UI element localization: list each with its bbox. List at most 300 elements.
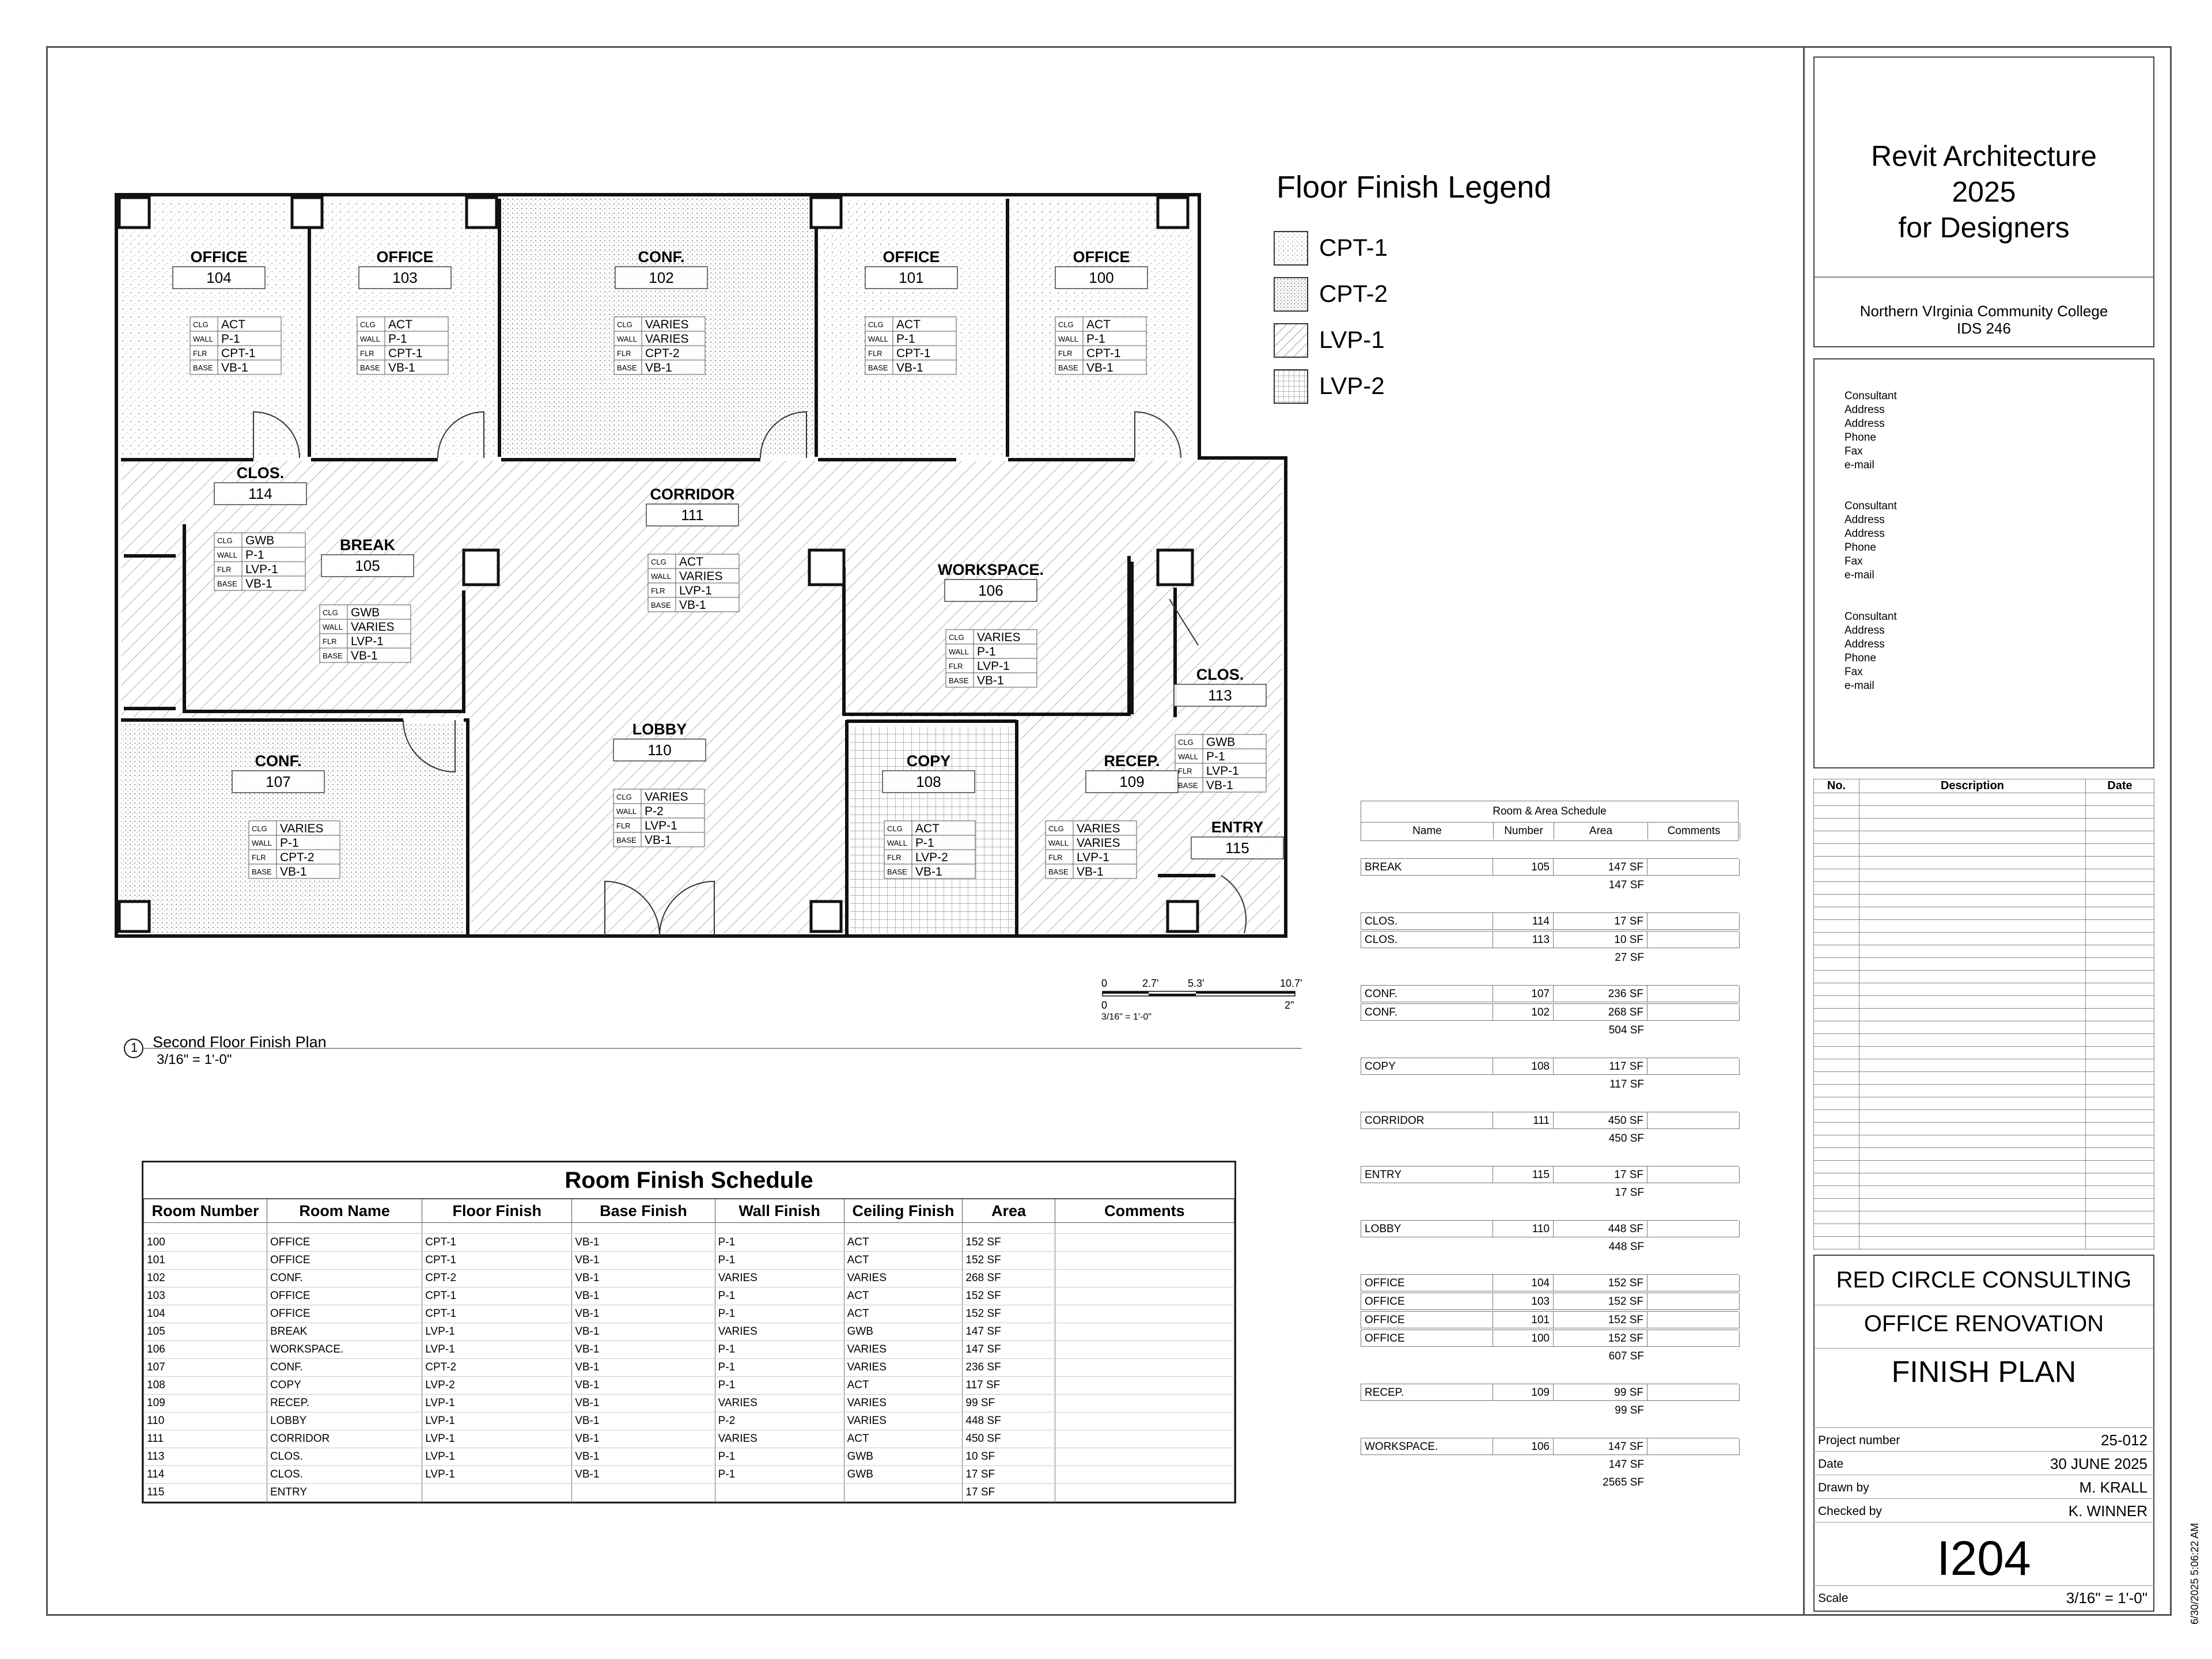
legend-label-cpt1: CPT-1 [1319, 234, 1388, 261]
revision-cell [2086, 1009, 2154, 1021]
area-cell: 115 [1493, 1166, 1554, 1183]
finish-tag-label: WALL [616, 807, 637, 816]
area-cell: 99 SF [1615, 1404, 1644, 1416]
room-number: 103 [392, 269, 418, 286]
area-group-spacer [1361, 1094, 1738, 1112]
finish-tag-label: BASE [616, 836, 637, 844]
finish-tag-value: LVP-1 [1206, 764, 1239, 778]
area-cell: 147 SF [1608, 1459, 1644, 1471]
revision-row [1814, 1161, 2154, 1173]
view-scale: 3/16" = 1'-0" [157, 1052, 232, 1067]
schedule-cell: P-1 [715, 1466, 844, 1484]
area-cell: BREAK [1361, 859, 1493, 876]
finish-tag-value: LVP-1 [977, 660, 1010, 673]
revision-row [1814, 1009, 2154, 1021]
area-cell [1647, 986, 1740, 1002]
schedule-cell: 111 [144, 1430, 267, 1448]
schedule-cell: VB-1 [572, 1395, 715, 1412]
area-cell: 2565 SF [1603, 1476, 1644, 1488]
area-row [1361, 1220, 1738, 1238]
finish-tag-value: CPT-1 [388, 347, 423, 360]
area-cell: ENTRY [1361, 1166, 1493, 1183]
room-name: RECEP. [1104, 752, 1160, 770]
revision-cell [2086, 793, 2154, 806]
schedule-cell: 450 SF [963, 1430, 1055, 1448]
area-cell [1361, 1076, 1493, 1093]
schedule-cell [1055, 1252, 1234, 1270]
finish-tag-label: WALL [617, 335, 637, 343]
finish-tag-value: P-1 [977, 645, 996, 658]
legend-label-lvp2: LVP-2 [1319, 372, 1385, 399]
column [811, 198, 841, 228]
scale-tick-3: 10.7' [1280, 978, 1302, 989]
consultant-block-3 [1844, 610, 1897, 693]
column [1158, 198, 1188, 228]
revision-cell [1814, 1224, 1859, 1237]
schedule-cell: P-2 [715, 1412, 844, 1430]
room-number: 100 [1089, 269, 1114, 286]
area-cell [1361, 949, 1493, 966]
revision-cell [2086, 806, 2154, 819]
rev-header-no: No. [1814, 779, 1859, 793]
revision-cell [1859, 1186, 2086, 1199]
column [1168, 902, 1198, 931]
finish-tag-label: CLG [217, 536, 233, 545]
revision-cell [1859, 907, 2086, 920]
sheet-number: I204 [1937, 1531, 2031, 1585]
revision-cell [1859, 793, 2086, 806]
revision-cell [2086, 1237, 2154, 1249]
revision-cell [1814, 945, 1859, 958]
room-number: 104 [206, 269, 232, 286]
finish-tag-label: CLG [887, 824, 903, 833]
table-row [144, 1395, 1234, 1412]
finish-tag-value: ACT [896, 318, 921, 331]
area-cell [1647, 1384, 1740, 1401]
schedule-cell [1055, 1395, 1234, 1412]
area-group-spacer [1361, 1420, 1738, 1438]
view-title: Second Floor Finish Plan [153, 1033, 327, 1051]
schedule-header-row [144, 1199, 1234, 1223]
revision-cell [2086, 1034, 2154, 1047]
finish-tag-value: P-1 [1206, 750, 1225, 763]
schedule-cell: CPT-2 [422, 1270, 572, 1287]
schedule-cell: OFFICE [267, 1234, 422, 1252]
area-group-spacer [1361, 967, 1738, 985]
area-cell [1647, 1166, 1740, 1183]
area-row [1361, 985, 1738, 1003]
revision-cell [1814, 857, 1859, 869]
schedule-cell: 236 SF [963, 1359, 1055, 1377]
schedule-cell: 117 SF [963, 1377, 1055, 1395]
schedule-cell: 17 SF [963, 1466, 1055, 1484]
revision-cell [2086, 1021, 2154, 1034]
consultant-line: Phone [1844, 431, 1876, 444]
revision-cell [1814, 831, 1859, 844]
revision-cell [1859, 1085, 2086, 1097]
finish-tag-value: LVP-1 [679, 584, 712, 597]
revision-row [1814, 1211, 2154, 1224]
finish-tag-label: CLG [1178, 738, 1194, 747]
room-number: 106 [978, 582, 1003, 599]
scale-bar-note: 3/16" = 1'-0" [1101, 1012, 1152, 1022]
consultant-line: Address [1844, 624, 1885, 637]
revision-cell [1859, 819, 2086, 831]
area-schedule-title: Room & Area Schedule [1361, 801, 1738, 823]
revision-cell [1859, 869, 2086, 882]
drawn-by-value: M. KRALL [2079, 1479, 2147, 1496]
area-cell [1493, 1022, 1554, 1039]
finish-tag-value: P-1 [1086, 332, 1105, 346]
finish-tag-value: P-1 [915, 836, 934, 850]
finish-tag-label: WALL [1048, 839, 1069, 847]
schedule-cell: 104 [144, 1305, 267, 1323]
area-cell [1493, 1238, 1554, 1255]
title-divider [1815, 276, 2153, 278]
area-cell: 450 SF [1554, 1112, 1647, 1129]
finish-tag-value: CPT-2 [280, 851, 315, 864]
schedule-cell: 10 SF [963, 1448, 1055, 1466]
finish-tag-value: VB-1 [1077, 865, 1104, 878]
finish-tag-value: GWB [351, 606, 380, 619]
finish-tag-value: ACT [915, 822, 940, 835]
room-name: ENTRY [1211, 819, 1264, 836]
project-number-label: Project number [1818, 1434, 1900, 1447]
schedule-cell: WORKSPACE. [267, 1341, 422, 1359]
schedule-column-header: Comments [1055, 1199, 1234, 1223]
finish-tag-value: VB-1 [351, 649, 378, 662]
project-number-value: 25-012 [2101, 1431, 2147, 1449]
finish-tag-label: FLR [1178, 767, 1192, 775]
revision-cell [1859, 983, 2086, 996]
finish-tag-value: P-1 [245, 548, 264, 562]
area-cell: CONF. [1361, 1004, 1493, 1021]
finish-tag-value: VB-1 [645, 361, 672, 374]
schedule-cell: GWB [844, 1448, 963, 1466]
finish-tag-value: VARIES [679, 570, 723, 583]
finish-tag-label: CLG [651, 558, 666, 566]
schedule-cell [1055, 1234, 1234, 1252]
area-cell [1647, 1312, 1740, 1328]
revision-row [1814, 1097, 2154, 1110]
room-name: LOBBY [632, 721, 687, 738]
revision-cell [1859, 1224, 2086, 1237]
area-cell [1647, 1130, 1740, 1147]
schedule-cell: 99 SF [963, 1395, 1055, 1412]
area-subtotal-row [1361, 1402, 1738, 1420]
finish-tag-label: FLR [651, 586, 665, 595]
area-row [1361, 1274, 1738, 1293]
schedule-cell: LVP-1 [422, 1448, 572, 1466]
area-cell [1493, 1184, 1554, 1201]
room-name: WORKSPACE. [937, 561, 1044, 578]
schedule-cell: LVP-1 [422, 1395, 572, 1412]
revision-cell [1859, 1161, 2086, 1173]
finish-tag-value: VB-1 [280, 865, 307, 878]
room-number: 110 [647, 741, 672, 759]
area-cell: 114 [1493, 913, 1554, 930]
revision-cell [1814, 907, 1859, 920]
revision-row [1814, 920, 2154, 933]
schedule-cell: 152 SF [963, 1305, 1055, 1323]
finish-tag-value: ACT [388, 318, 412, 331]
revision-row [1814, 1034, 2154, 1047]
finish-tag-label: CLG [617, 320, 632, 329]
revision-cell [2086, 1072, 2154, 1085]
finish-tag-value: VARIES [1077, 836, 1120, 850]
finish-tag-label: BASE [1048, 868, 1069, 876]
area-cell: 268 SF [1554, 1004, 1647, 1021]
finish-tag-label: WALL [887, 839, 907, 847]
schedule-cell [1055, 1305, 1234, 1323]
schedule-cell [1055, 1377, 1234, 1395]
revision-row [1814, 958, 2154, 971]
project-name: OFFICE RENOVATION [1863, 1311, 2104, 1336]
consultant-line: Phone [1844, 541, 1876, 554]
revision-cell [1814, 895, 1859, 907]
schedule-cell [422, 1484, 572, 1502]
scale-row [1813, 1585, 2154, 1609]
area-cell [1647, 1184, 1740, 1201]
schedule-cell: VB-1 [572, 1412, 715, 1430]
room-name: CORRIDOR [650, 486, 735, 503]
schedule-cell: 152 SF [963, 1287, 1055, 1305]
revision-cell [1814, 1211, 1859, 1224]
room-number: 114 [248, 485, 272, 502]
room-number: 108 [916, 773, 941, 790]
finish-tag-label: CLG [616, 793, 632, 801]
area-cell: 17 SF [1554, 913, 1647, 930]
area-cell: 504 SF [1608, 1024, 1644, 1036]
scale-label: Scale [1818, 1592, 1849, 1605]
revision-row [1814, 793, 2154, 806]
schedule-cell: 268 SF [963, 1270, 1055, 1287]
revision-cell [1814, 793, 1859, 806]
consultant-line: Fax [1844, 666, 1863, 678]
consultant-line: Address [1844, 528, 1885, 540]
revision-cell [2086, 895, 2154, 907]
area-cell: 147 SF [1608, 879, 1644, 891]
schedule-cell [572, 1484, 715, 1502]
consultant-line: Address [1844, 404, 1885, 416]
finish-tag-value: P-1 [221, 332, 240, 346]
schedule-cell: 448 SF [963, 1412, 1055, 1430]
schedule-cell [1055, 1323, 1234, 1341]
revision-cell [1859, 1034, 2086, 1047]
schedule-cell [422, 1223, 572, 1234]
scale-bar-seg [1149, 994, 1196, 996]
revision-cell [1859, 1047, 2086, 1059]
revision-cell [1814, 958, 1859, 971]
finish-tag-value: VB-1 [388, 361, 415, 374]
schedule-column-header: Base Finish [572, 1199, 715, 1223]
schedule-cell: 108 [144, 1377, 267, 1395]
finish-tag-value: VB-1 [1086, 361, 1113, 374]
area-cell [1493, 1474, 1554, 1491]
finish-tag-label: WALL [323, 623, 343, 631]
revision-cell [1859, 1211, 2086, 1224]
finish-tag-label: WALL [949, 647, 969, 656]
area-cell [1361, 1184, 1493, 1201]
finish-tag-label: WALL [868, 335, 888, 343]
revision-row [1814, 1135, 2154, 1148]
revision-cell [1814, 1199, 1859, 1211]
finish-tag-value: LVP-1 [1077, 851, 1109, 864]
revision-cell [1859, 958, 2086, 971]
revision-cell [1859, 1097, 2086, 1110]
area-cell: WORKSPACE. [1361, 1438, 1493, 1455]
revision-cell [1814, 1110, 1859, 1123]
finish-tag-label: FLR [360, 349, 374, 358]
revision-cell [2086, 971, 2154, 983]
revision-cell [2086, 1211, 2154, 1224]
finish-tag-label: FLR [616, 821, 631, 830]
revision-cell [1814, 1173, 1859, 1186]
schedule-cell: OFFICE [267, 1305, 422, 1323]
schedule-cell: P-1 [715, 1377, 844, 1395]
area-cell [1647, 1221, 1740, 1237]
revision-cell [1859, 1148, 2086, 1161]
book-title-line1: Revit Architecture [1871, 140, 2097, 172]
column [119, 198, 149, 228]
consultant-line: e-mail [1844, 680, 1874, 692]
scale-tick-2: 5.3' [1188, 978, 1205, 989]
revision-cell [1859, 945, 2086, 958]
revision-cell [2086, 1135, 2154, 1148]
revision-cell [1814, 806, 1859, 819]
finish-tag-value: VB-1 [915, 865, 942, 878]
finish-tag-label: CLG [1048, 824, 1064, 833]
schedule-cell: P-1 [715, 1448, 844, 1466]
schedule-cell: 102 [144, 1270, 267, 1287]
revision-cell [1859, 895, 2086, 907]
finish-tag-value: VARIES [1077, 822, 1120, 835]
area-row [1361, 1311, 1738, 1330]
table-row [144, 1341, 1234, 1359]
room-name: OFFICE [882, 248, 940, 266]
area-schedule-column-header: Name [1361, 823, 1494, 839]
client-name: RED CIRCLE CONSULTING [1836, 1267, 2132, 1293]
finish-tag-label: BASE [193, 363, 213, 372]
schedule-cell: 152 SF [963, 1252, 1055, 1270]
area-row [1361, 1166, 1738, 1184]
revision-cell [2086, 844, 2154, 857]
area-cell: 107 [1493, 986, 1554, 1002]
area-group-spacer [1361, 1040, 1738, 1058]
area-cell [1647, 877, 1740, 893]
finish-tag-value: VB-1 [679, 599, 706, 612]
finish-tag-value: P-1 [896, 332, 915, 346]
schedule-cell [144, 1223, 267, 1234]
revision-cell [1859, 996, 2086, 1009]
finish-tag-label: FLR [193, 349, 207, 358]
area-cell [1493, 1076, 1554, 1093]
schedule-cell: 100 [144, 1234, 267, 1252]
revision-cell [1859, 920, 2086, 933]
revision-row [1814, 831, 2154, 844]
schedule-cell: VB-1 [572, 1323, 715, 1341]
room-number: 115 [1225, 839, 1249, 857]
area-cell: OFFICE [1361, 1330, 1493, 1347]
area-cell: 111 [1493, 1112, 1554, 1129]
finish-tag-label: FLR [868, 349, 882, 358]
area-cell: 607 SF [1608, 1350, 1644, 1362]
finish-tag-label: WALL [1178, 752, 1198, 761]
checked-by-row [1813, 1498, 2154, 1522]
revision-cell [1859, 1199, 2086, 1211]
schedule-cell: 115 [144, 1484, 267, 1502]
area-schedule-columns [1361, 823, 1738, 840]
revision-row [1814, 1047, 2154, 1059]
schedule-cell: 103 [144, 1287, 267, 1305]
finish-tag-label: WALL [651, 572, 671, 581]
schedule-cell: VARIES [715, 1323, 844, 1341]
finish-tag-label: FLR [1048, 853, 1063, 862]
revision-cell [1814, 920, 1859, 933]
schedule-cell: 110 [144, 1412, 267, 1430]
schedule-cell [844, 1484, 963, 1502]
table-row [144, 1305, 1234, 1323]
area-row [1361, 912, 1738, 931]
consultant-block-1 [1844, 389, 1897, 472]
area-cell [1493, 949, 1554, 966]
date-row [1813, 1451, 2154, 1475]
area-cell [1647, 913, 1740, 930]
finish-tag-value: CPT-1 [221, 347, 256, 360]
area-cell [1647, 1076, 1740, 1093]
area-subtotal-row [1361, 1022, 1738, 1040]
schedule-cell: VB-1 [572, 1270, 715, 1287]
revision-cell [2086, 1148, 2154, 1161]
schedule-cell [267, 1223, 422, 1234]
area-cell [1647, 1456, 1740, 1473]
revision-cell [2086, 1123, 2154, 1135]
book-title-line2: 2025 [1952, 176, 2016, 208]
revision-cell [1814, 844, 1859, 857]
area-subtotal-row [1361, 1238, 1738, 1256]
consultant-line: Address [1844, 418, 1885, 430]
schedule-cell [715, 1223, 844, 1234]
scale-bar-right: 2" [1285, 999, 1294, 1011]
area-cell: 108 [1493, 1058, 1554, 1075]
area-row [1361, 1112, 1738, 1130]
area-cell: 17 SF [1554, 1166, 1647, 1183]
revision-cell [1859, 857, 2086, 869]
revision-row [1814, 895, 2154, 907]
finish-tag-value: VARIES [645, 332, 689, 346]
area-cell: 236 SF [1554, 986, 1647, 1002]
revision-row [1814, 857, 2154, 869]
revision-cell [1859, 971, 2086, 983]
revision-cell [1859, 1110, 2086, 1123]
sheet-name: FINISH PLAN [1891, 1355, 2077, 1389]
area-cell [1647, 931, 1740, 948]
revision-cell [1814, 1021, 1859, 1034]
area-cell: CLOS. [1361, 913, 1493, 930]
revision-cell [1814, 1009, 1859, 1021]
consultant-block-2 [1844, 499, 1897, 582]
room-name: OFFICE [376, 248, 434, 266]
schedule-cell: VARIES [715, 1395, 844, 1412]
legend-label-lvp1: LVP-1 [1319, 326, 1385, 353]
schedule-column-header: Ceiling Finish [844, 1199, 963, 1223]
area-group-spacer [1361, 1366, 1738, 1384]
finish-tag-value: VARIES [645, 790, 688, 804]
schedule-cell: 114 [144, 1466, 267, 1484]
room-name: CONF. [255, 752, 302, 770]
column [292, 198, 322, 228]
revision-row [1814, 983, 2154, 996]
